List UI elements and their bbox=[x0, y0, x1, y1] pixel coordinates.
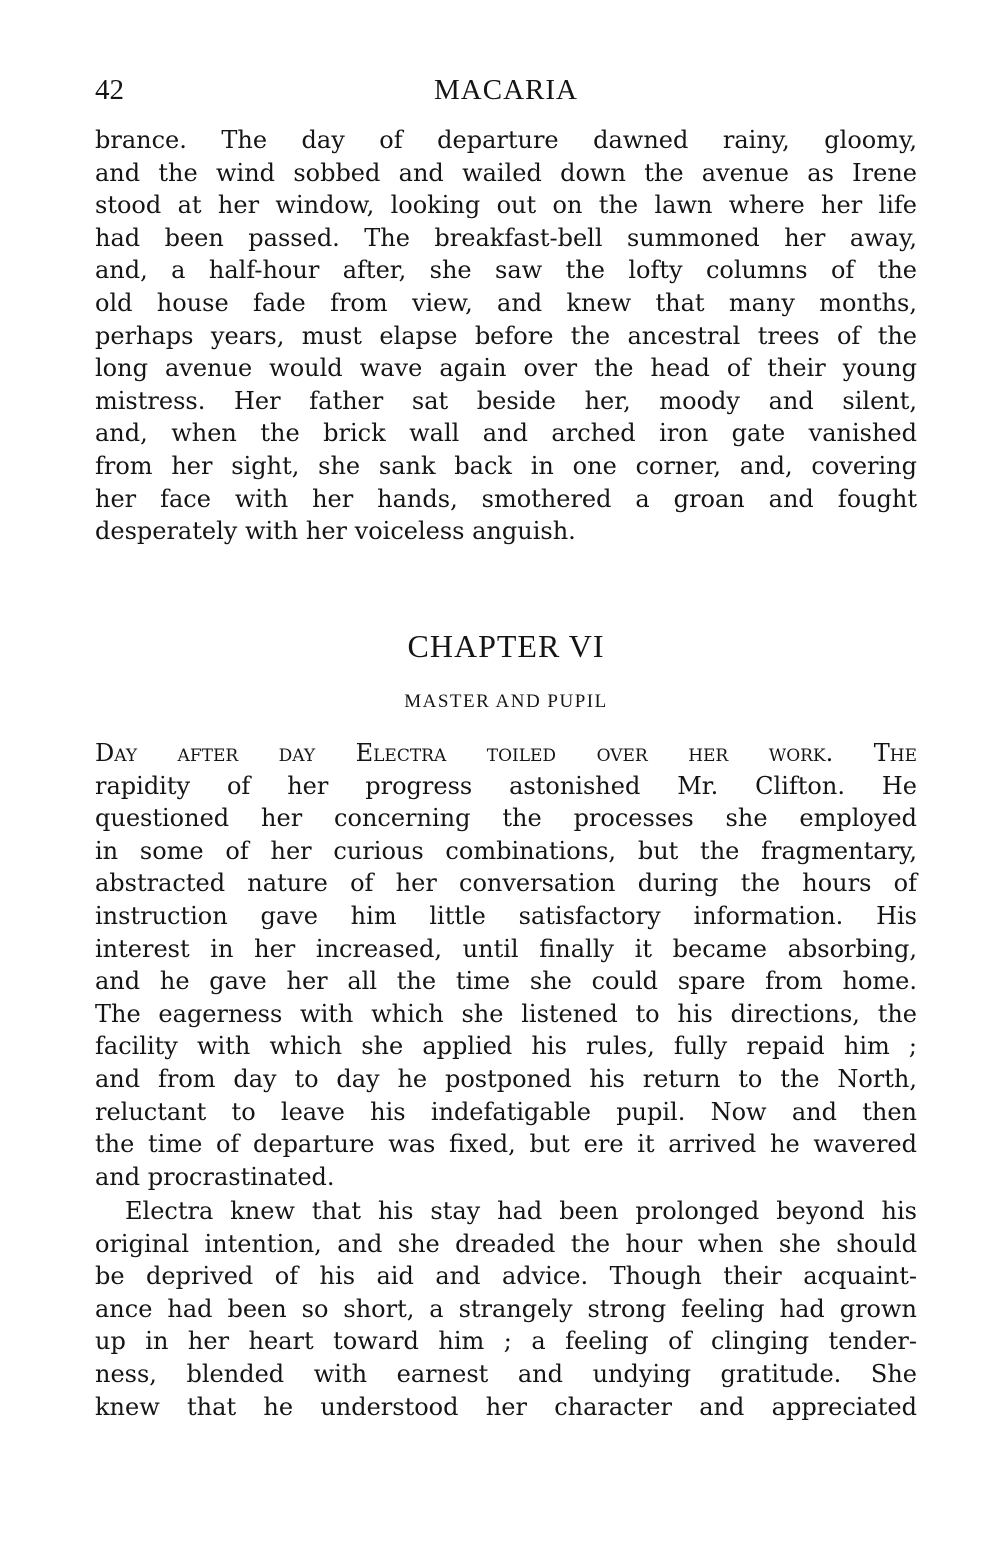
text-line: and he gave her all the time she could spare from home. bbox=[95, 967, 917, 996]
text-line: abstracted nature of her conversation during the hours of bbox=[95, 869, 917, 898]
chapter-subtitle: MASTER AND PUPIL bbox=[404, 691, 608, 712]
text-line: long avenue would wave again over the head of their young bbox=[95, 354, 917, 383]
running-head bbox=[95, 72, 917, 108]
text-line: stood at her window, looking out on the lawn where her life bbox=[95, 191, 917, 220]
text-line: from her sight, she sank back in one corner, and, covering bbox=[95, 451, 917, 480]
text-line: ance had been so short, a strangely strong feeling had grown bbox=[95, 1294, 917, 1323]
text-line: ness, blended with earnest and undying gratitude. She bbox=[95, 1359, 917, 1388]
text-line: facility with which she applied his rules, fully repaid him ; bbox=[95, 1032, 917, 1061]
text-line: questioned her concerning the processes she employed bbox=[95, 804, 917, 833]
paragraph-continued bbox=[95, 124, 917, 548]
text-line: perhaps years, must elapse before the ancestral trees of the bbox=[95, 321, 917, 350]
text-line: knew that he understood her character and appreciated bbox=[95, 1392, 917, 1421]
text-line: and the wind sobbed and wailed down the avenue as Irene bbox=[95, 158, 917, 187]
text-line: up in her heart toward him ; a feeling of clinging tender- bbox=[95, 1327, 917, 1356]
text-line: her face with her hands, smothered a groan and fought bbox=[95, 484, 917, 513]
text-line: and, a half-hour after, she saw the lofty columns of the bbox=[95, 256, 917, 285]
text-line: rapidity of her progress astonished Mr. Clifton. He bbox=[95, 771, 917, 800]
paragraph-chapter-opening bbox=[95, 737, 917, 1193]
text-line: in some of her curious combinations, but the fragmentary, bbox=[95, 836, 917, 865]
text-line: and procrastinated. bbox=[95, 1162, 335, 1191]
chapter-heading: CHAPTER VI bbox=[407, 628, 605, 664]
text-line: the time of departure was fixed, but ere it arrived he wavered bbox=[95, 1130, 917, 1159]
text-line: and, when the brick wall and arched iron gate vanished bbox=[95, 419, 917, 448]
text-line: instruction gave him little satisfactory information. His bbox=[95, 901, 917, 930]
text-line: and from day to day he postponed his return to the North, bbox=[95, 1064, 917, 1093]
text-line: desperately with her voiceless anguish. bbox=[95, 517, 576, 546]
text-line: original intention, and she dreaded the hour when she should bbox=[95, 1229, 917, 1258]
text-line: mistress. Her father sat beside her, moody and silent, bbox=[95, 386, 917, 415]
paragraph bbox=[95, 1195, 917, 1423]
text-line: be deprived of his aid and advice. Though their acquaint- bbox=[95, 1262, 917, 1291]
text-line: Electra knew that his stay had been prolonged beyond his bbox=[125, 1197, 917, 1225]
text-line: had been passed. The breakfast-bell summoned her away, bbox=[95, 223, 917, 252]
page-number: 42 bbox=[95, 74, 124, 106]
text-line: The eagerness with which she listened to his directions, the bbox=[95, 999, 917, 1028]
text-line: old house fade from view, and knew that many months, bbox=[95, 288, 917, 317]
text-line: reluctant to leave his indefatigable pupil. Now and then bbox=[95, 1097, 917, 1126]
text-line: Day after day Electra toiled over her work. The bbox=[95, 739, 917, 767]
book-title: MACARIA bbox=[434, 74, 578, 106]
text-line: interest in her increased, until finally it became absorbing, bbox=[95, 934, 917, 963]
text-line: brance. The day of departure dawned rainy, gloomy, bbox=[95, 126, 917, 154]
